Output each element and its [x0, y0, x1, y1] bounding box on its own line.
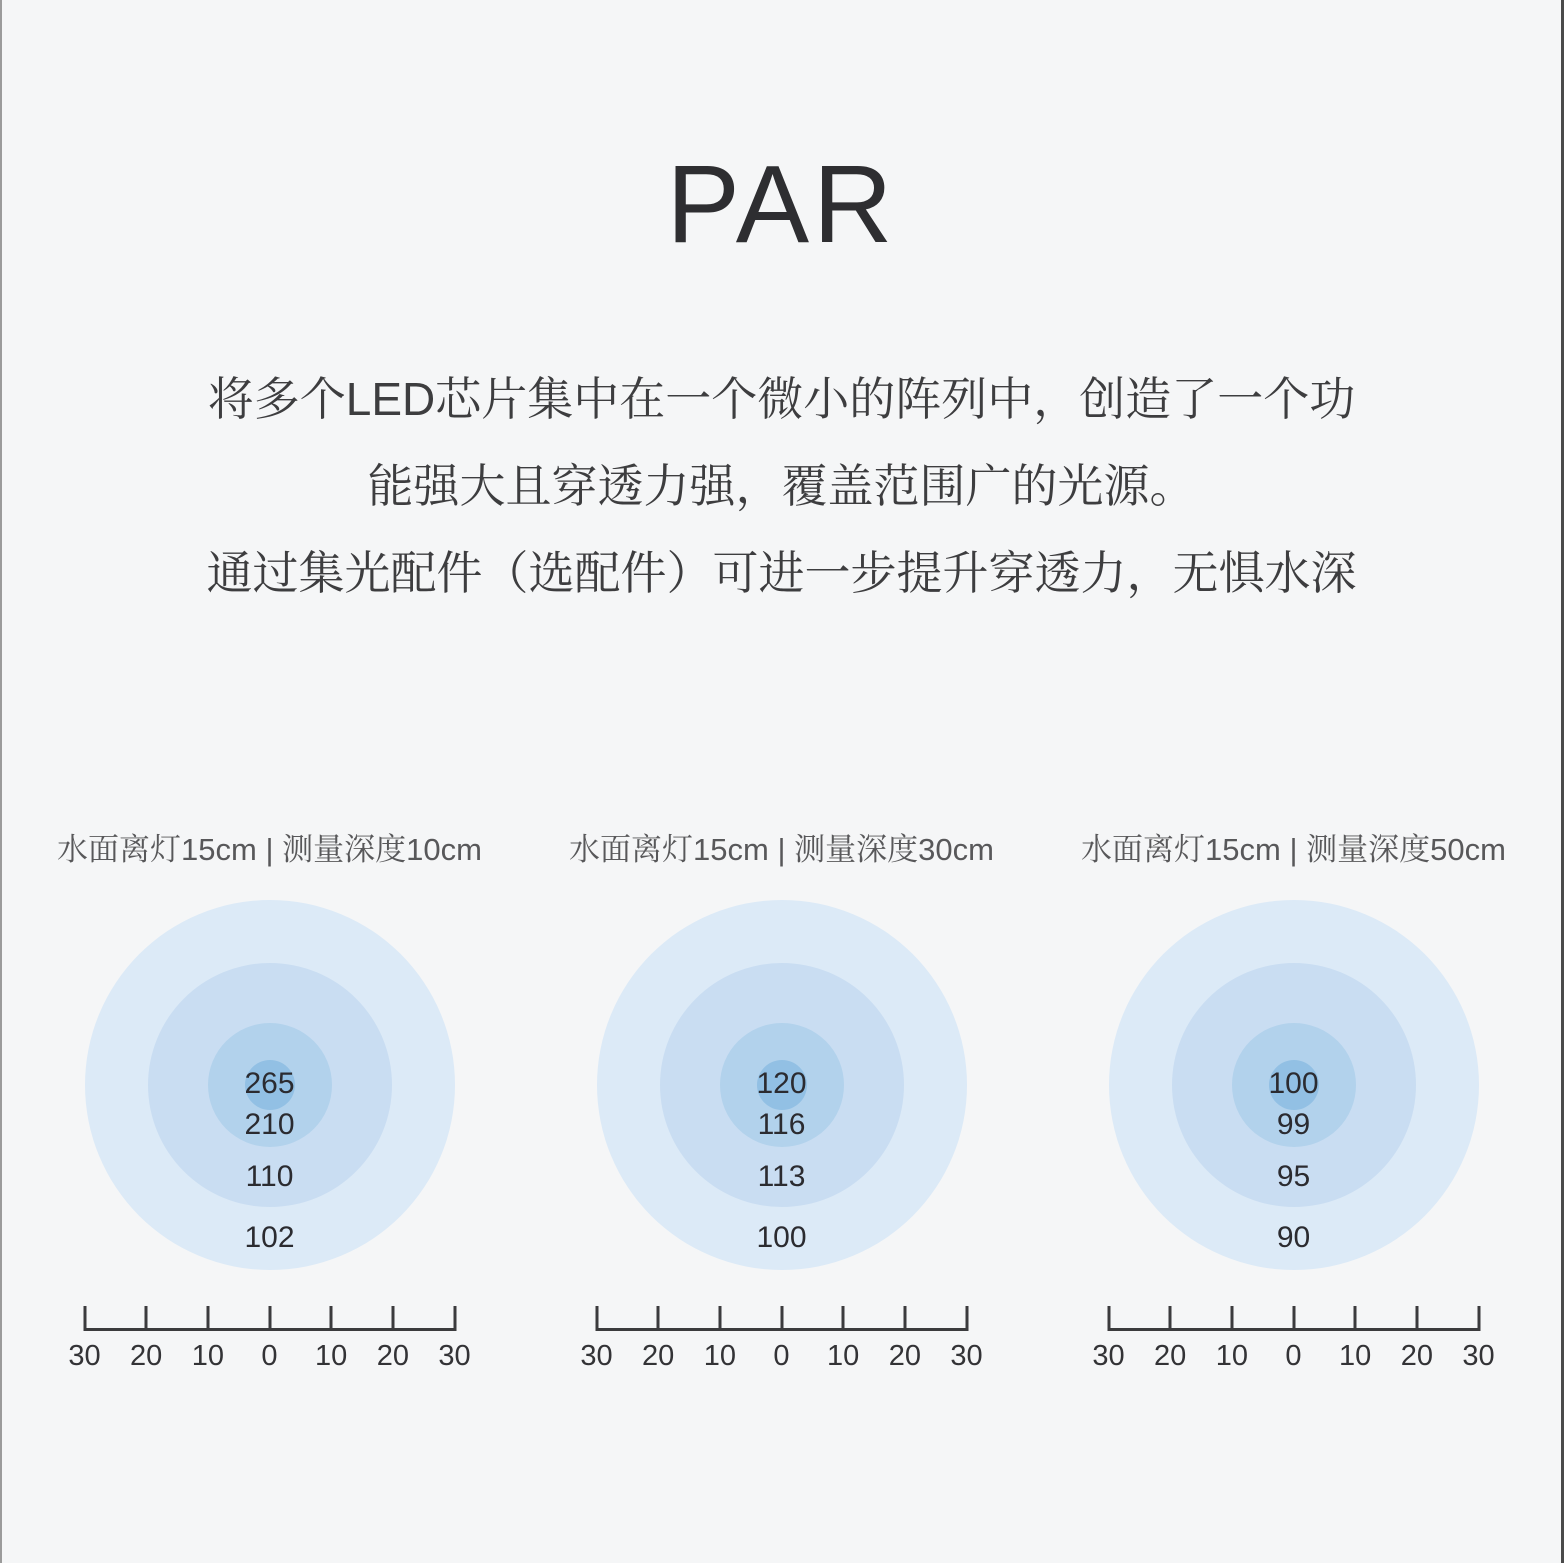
par-diagram-depth-30cm — [547, 828, 1017, 1374]
scale-axis — [597, 1306, 967, 1331]
description — [2, 356, 1561, 617]
scale-label: 10 — [703, 1340, 736, 1372]
scale-tick — [1415, 1306, 1418, 1331]
scale-label: 30 — [580, 1340, 613, 1372]
scale-label: 20 — [130, 1340, 163, 1372]
distance-scale — [68, 1306, 471, 1374]
scale-tick — [1169, 1306, 1172, 1331]
scale-tick — [1354, 1306, 1357, 1331]
scale-tick — [268, 1306, 271, 1331]
distance-scale — [580, 1306, 983, 1374]
scale-labels — [580, 1340, 983, 1374]
scale-label: 20 — [1400, 1340, 1433, 1372]
concentric-par-chart — [597, 900, 967, 1270]
scale-label: 20 — [376, 1340, 409, 1372]
scale-tick — [391, 1306, 394, 1331]
scale-label: 30 — [68, 1340, 101, 1372]
concentric-par-chart — [85, 900, 455, 1270]
scale-label: 0 — [773, 1340, 790, 1372]
par-value: 100 — [1268, 1067, 1319, 1100]
scale-label: 10 — [827, 1340, 860, 1372]
scale-tick — [657, 1306, 660, 1331]
par-diagrams-row — [2, 828, 1561, 1374]
scale-label: 30 — [1462, 1340, 1495, 1372]
scale-label: 0 — [1285, 1340, 1302, 1372]
description-line: 通过集光配件（选配件）可进一步提升穿透力，无惧水深 — [206, 547, 1357, 599]
scale-label: 10 — [315, 1340, 348, 1372]
concentric-par-chart — [1109, 900, 1479, 1270]
par-value: 100 — [756, 1221, 807, 1254]
par-diagram-depth-10cm — [35, 828, 505, 1374]
scale-tick — [145, 1306, 148, 1331]
par-value: 116 — [757, 1108, 806, 1141]
scale-tick — [595, 1306, 598, 1331]
scale-labels — [68, 1340, 471, 1374]
scale-tick — [965, 1306, 968, 1331]
description-line: 将多个LED芯片集中在一个微小的阵列中，创造了一个功 — [207, 373, 1356, 425]
scale-tick — [842, 1306, 845, 1331]
par-diagram-depth-50cm — [1059, 828, 1529, 1374]
diagram-header: 水面离灯15cm | 测量深度10cm — [57, 832, 482, 867]
par-value: 95 — [1276, 1160, 1311, 1193]
diagram-header: 水面离灯15cm | 测量深度30cm — [569, 832, 994, 867]
scale-label: 10 — [1215, 1340, 1248, 1372]
scale-label: 0 — [261, 1340, 278, 1372]
par-value: 90 — [1276, 1221, 1311, 1254]
scale-tick — [1230, 1306, 1233, 1331]
scale-tick — [1107, 1306, 1110, 1331]
distance-scale — [1092, 1306, 1495, 1374]
scale-label: 30 — [438, 1340, 471, 1372]
scale-label: 20 — [1154, 1340, 1187, 1372]
scale-labels — [1092, 1340, 1495, 1374]
scale-label: 30 — [950, 1340, 983, 1372]
page-title: PAR — [666, 143, 897, 266]
scale-label: 30 — [1092, 1340, 1125, 1372]
scale-tick — [83, 1306, 86, 1331]
par-value: 210 — [244, 1108, 295, 1141]
par-value: 110 — [245, 1160, 294, 1193]
scale-tick — [718, 1306, 721, 1331]
scale-tick — [453, 1306, 456, 1331]
scale-tick — [1292, 1306, 1295, 1331]
diagram-header: 水面离灯15cm | 测量深度50cm — [1081, 832, 1506, 867]
scale-label: 20 — [888, 1340, 921, 1372]
par-value: 265 — [244, 1067, 295, 1100]
par-value: 113 — [757, 1160, 806, 1193]
scale-label: 20 — [642, 1340, 675, 1372]
scale-axis — [1109, 1306, 1479, 1331]
description-line: 能强大且穿透力强，覆盖范围广的光源。 — [367, 460, 1196, 512]
scale-tick — [780, 1306, 783, 1331]
scale-tick — [206, 1306, 209, 1331]
scale-label: 10 — [191, 1340, 224, 1372]
par-value: 102 — [244, 1221, 295, 1254]
scale-tick — [330, 1306, 333, 1331]
scale-tick — [903, 1306, 906, 1331]
scale-label: 10 — [1339, 1340, 1372, 1372]
par-value: 99 — [1276, 1108, 1311, 1141]
scale-axis — [85, 1306, 455, 1331]
scale-tick — [1477, 1306, 1480, 1331]
par-value: 120 — [756, 1067, 807, 1100]
